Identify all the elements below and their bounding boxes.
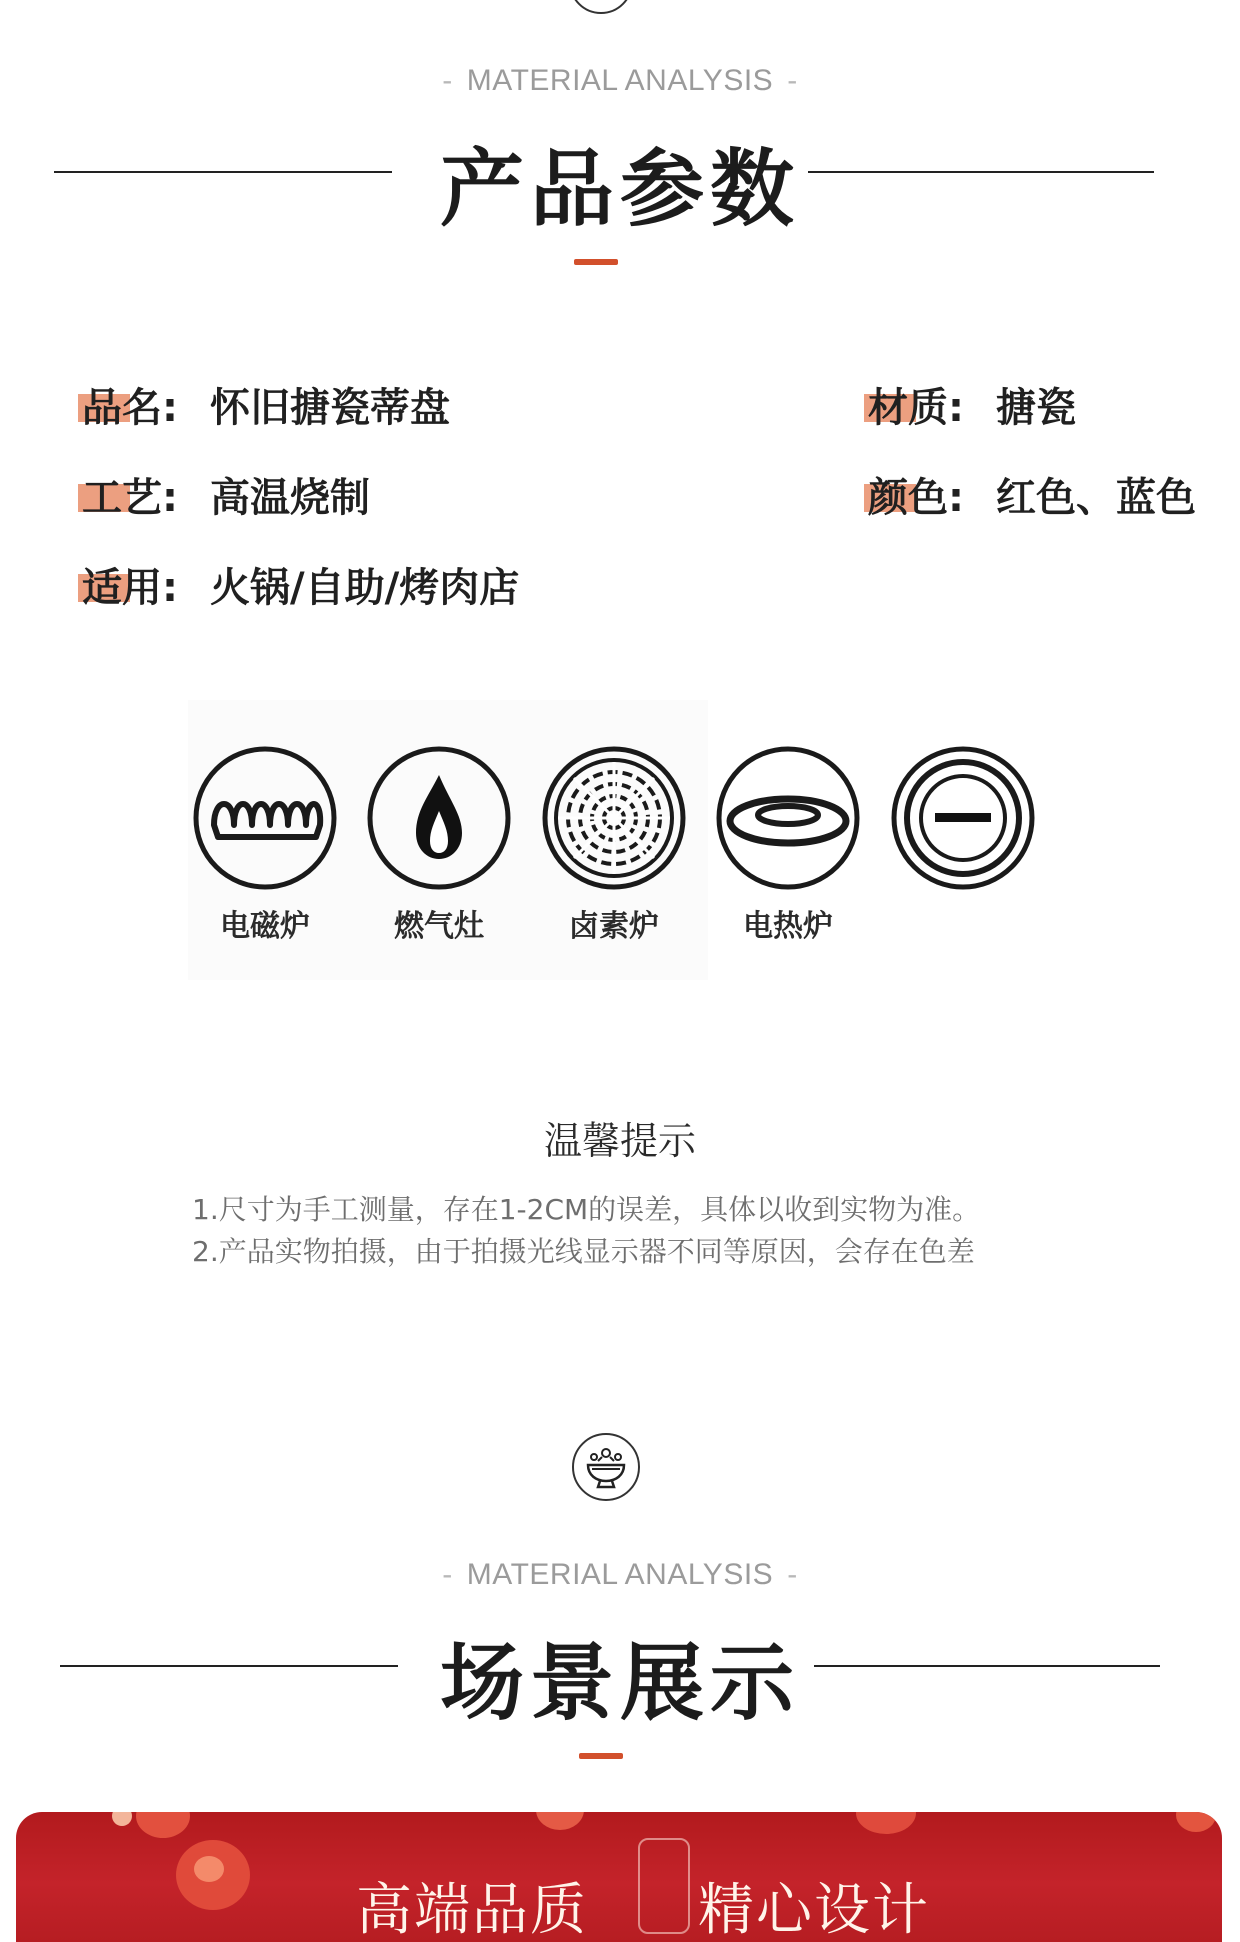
blossom-decoration bbox=[136, 1812, 190, 1838]
blossom-decoration bbox=[1176, 1812, 1216, 1832]
spec-name-value: 怀旧搪瓷蒂盘 bbox=[210, 385, 450, 431]
cookware-item-braising bbox=[539, 745, 689, 945]
induction-coil-icon bbox=[192, 745, 338, 891]
blossom-decoration bbox=[536, 1812, 584, 1830]
cookware-item-oven bbox=[888, 745, 1038, 901]
gas-flame-icon bbox=[366, 745, 512, 891]
spec-material-value: 搪瓷 bbox=[996, 385, 1076, 431]
tip-line-2: 2.产品实物拍摄，由于拍摄光线显示器不同等原因，会存在色差 bbox=[192, 1235, 975, 1268]
spec-usage-label: 适用: bbox=[82, 565, 178, 611]
oven-ring-icon bbox=[890, 745, 1036, 891]
electric-hotplate-icon bbox=[715, 745, 861, 891]
tip-line-1: 1.尺寸为手工测量，存在1-2CM的误差，具体以收到实物为准。 bbox=[192, 1193, 981, 1226]
spec-usage bbox=[82, 556, 519, 613]
banner-left-text: 高端品质 bbox=[356, 1878, 588, 1942]
spec-name bbox=[82, 376, 450, 433]
spec-usage-value: 火锅/自助/烤肉店 bbox=[210, 565, 520, 611]
spec-color bbox=[868, 466, 1196, 523]
title-accent-bar bbox=[574, 259, 618, 265]
section1-subtitle: - MATERIAL ANALYSIS - bbox=[442, 64, 798, 97]
title-accent-bar-2 bbox=[579, 1753, 623, 1759]
spec-color-value: 红色、蓝色 bbox=[996, 475, 1196, 521]
section1-title: 产品参数 bbox=[439, 139, 800, 238]
section2-subtitle-text: MATERIAL ANALYSIS bbox=[466, 1558, 774, 1591]
cookware-item-hotplate bbox=[713, 745, 863, 945]
banner-right-text: 精心设计 bbox=[698, 1878, 930, 1942]
section2-title: 场景展示 bbox=[439, 1633, 800, 1732]
section1-subtitle-text: MATERIAL ANALYSIS bbox=[466, 64, 774, 97]
spec-craft-value: 高温烧制 bbox=[210, 475, 370, 521]
cookware-label-hotplate: 电热炉 bbox=[743, 909, 833, 944]
blossom-decoration bbox=[112, 1812, 132, 1826]
cookware-item-induction bbox=[190, 745, 340, 945]
braising-burner-icon bbox=[541, 745, 687, 891]
bowl-emblem-icon bbox=[574, 1435, 638, 1499]
spec-material bbox=[868, 376, 1076, 433]
spec-craft-label: 工艺: bbox=[82, 475, 178, 521]
top-emblem-circle bbox=[569, 0, 633, 14]
cookware-label-induction: 电磁炉 bbox=[220, 909, 310, 944]
blossom-decoration bbox=[194, 1856, 224, 1882]
cookware-item-gas bbox=[364, 745, 514, 945]
spec-color-label: 颜色: bbox=[868, 475, 964, 521]
spec-material-label: 材质: bbox=[868, 385, 964, 431]
spec-name-label: 品名: bbox=[82, 385, 178, 431]
section2-subtitle: - MATERIAL ANALYSIS - bbox=[442, 1558, 798, 1591]
tips-title: 温馨提示 bbox=[543, 1119, 696, 1163]
ornament-bowl-icon bbox=[572, 1433, 640, 1501]
scene-banner bbox=[16, 1812, 1222, 1942]
cookware-label-braising: 卤素炉 bbox=[569, 909, 659, 944]
spec-craft bbox=[82, 466, 370, 523]
cookware-label-gas: 燃气灶 bbox=[394, 909, 484, 944]
blossom-decoration bbox=[856, 1812, 916, 1834]
